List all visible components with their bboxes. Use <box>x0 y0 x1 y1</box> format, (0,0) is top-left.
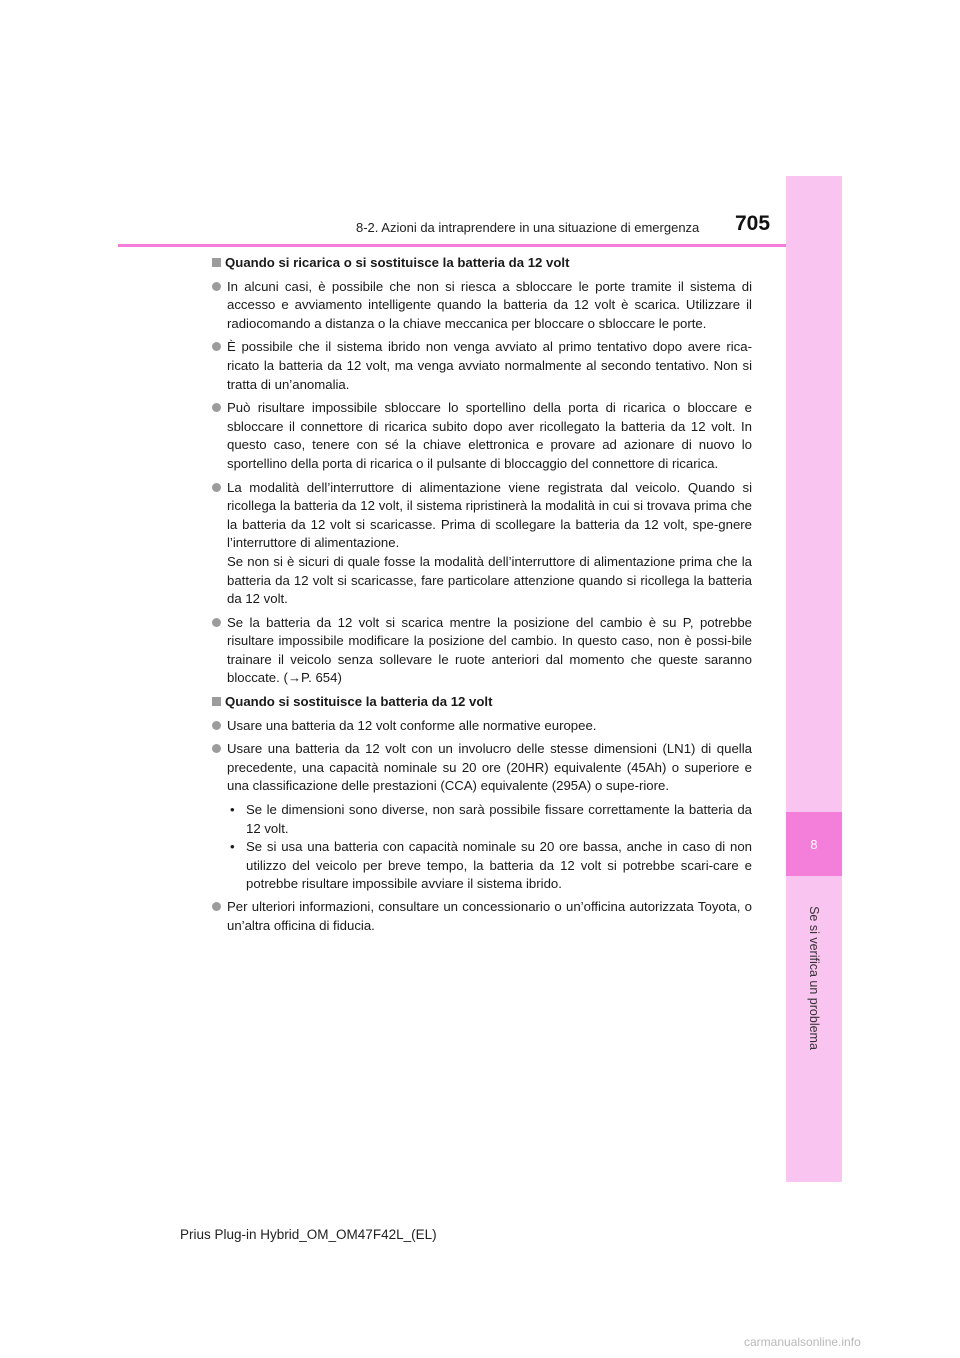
sub-list <box>212 801 752 894</box>
watermark: carmanualsonline.info <box>744 1335 861 1349</box>
bullet-icon <box>212 721 221 730</box>
list-item <box>212 338 752 394</box>
bullet-icon <box>212 342 221 351</box>
chapter-title-text: Se si verifica un problema <box>807 906 821 1050</box>
sub-bullet-mark: • <box>230 839 235 855</box>
list-item-text: È possibile che il sistema ibrido non venga avviato al primo tentativo dopo avere rica-ricato la batteria da 12 volt, ma venga avviato normalmente al secondo tentativo. Non si tratta di un’anomalia. <box>227 339 752 392</box>
list-item-continuation: Se non si è sicuri di quale fosse la modalità dell’interruttore di alimentazione prima che la batteria da 12 volt si scaricasse, fare particolare attenzione quando si ricollega la batteria da 12 volt. <box>227 553 752 607</box>
list-item-text: Può risultare impossibile sbloccare lo sportellino della porta di ricarica o bloccare e sbloccare il connettore di ricarica subito dopo aver ricollegato la batteria da 12 volt. In questo caso, tenere con sé la chiave elettronica e provare ad azionare di nuovo lo sportellino della porta di ricarica o il pulsante di bloccaggio del connettore di ricarica. <box>227 400 752 471</box>
sub-list-item <box>227 801 752 838</box>
document-id: Prius Plug-in Hybrid_OM_OM47F42L_(EL) <box>180 1227 437 1242</box>
list-item <box>212 479 752 609</box>
bullet-icon <box>212 282 221 291</box>
list-item <box>212 717 752 736</box>
list-item-text: Usare una batteria da 12 volt con un involucro delle stesse dimensioni (LN1) di quella precedente, una capacità nominale su 20 ore (20HR) equivalente (45Ah) o superiore e una classificazione delle prestazioni (CCA) equivalente (295A) o supe-riore. <box>227 741 752 794</box>
sub-list-item-text: Se si usa una batteria con capacità nominale su 20 ore bassa, anche in caso di non utilizzo del veicolo per breve tempo, la batteria da 12 volt si potrebbe scari-care e potrebbe risultare impossibile avviare il sistema ibrido. <box>246 839 752 892</box>
section-heading: Quando si sostituisce la batteria da 12 volt <box>212 693 752 712</box>
list-item-text: In alcuni casi, è possibile che non si riesca a sbloccare le porte tramite il sistema di accesso e avviamento intelligente quando la batteria da 12 volt è scarica. Utilizzare il radiocomando a distanza o la chiave meccanica per bloccare o sbloccare le porte. <box>227 278 752 331</box>
page-content <box>212 254 752 940</box>
list-item-text: Usare una batteria da 12 volt conforme alle normative europee. <box>227 717 597 733</box>
bullet-icon <box>212 744 221 753</box>
bullet-icon <box>212 483 221 492</box>
section-heading: Quando si ricarica o si sostituisce la batteria da 12 volt <box>212 254 752 273</box>
list-item-text: La modalità dell’interruttore di alimentazione viene registrata dal veicolo. Quando si ricollega la batteria da 12 volt, il sistema ripristinerà la modalità in cui si trovava prima che la batteria da 12 volt si scaricasse. Prima di scollegare la batteria da 12 volt, spe-gnere l’interruttore di alimentazione. <box>227 479 752 551</box>
chapter-number-tab: 8 <box>786 812 842 876</box>
sub-list-item-text: Se le dimensioni sono diverse, non sarà possibile fissare correttamente la batteria da 12 volt. <box>246 802 752 836</box>
sub-list-item <box>227 838 752 894</box>
list-item <box>212 399 752 473</box>
list-item-text: Se la batteria da 12 volt si scarica mentre la posizione del cambio è su P, potrebbe risultare impossibile modificare la posizione del cambio. In questo caso, non è possi-bile trainare il veicolo senza sollevare le ruote anteriori dal momento che queste saranno bloccate. (→P. 654) <box>227 614 752 686</box>
list-item <box>212 740 752 796</box>
list-item <box>212 898 752 935</box>
bullet-icon <box>212 902 221 911</box>
list-item <box>212 278 752 334</box>
chapter-title-vertical <box>804 906 824 1050</box>
bullet-icon <box>212 618 221 627</box>
bullet-icon <box>212 403 221 412</box>
section-title: 8-2. Azioni da intraprendere in una situazione di emergenza <box>356 220 700 235</box>
list-item-text: Per ulteriori informazioni, consultare un concessionario o un’officina autorizzata Toyota, o un’altra officina di fiducia. <box>227 899 752 933</box>
list-item <box>212 614 752 688</box>
sub-bullet-mark: • <box>230 802 235 818</box>
page-number: 705 <box>735 212 771 235</box>
header-rule <box>118 244 786 247</box>
